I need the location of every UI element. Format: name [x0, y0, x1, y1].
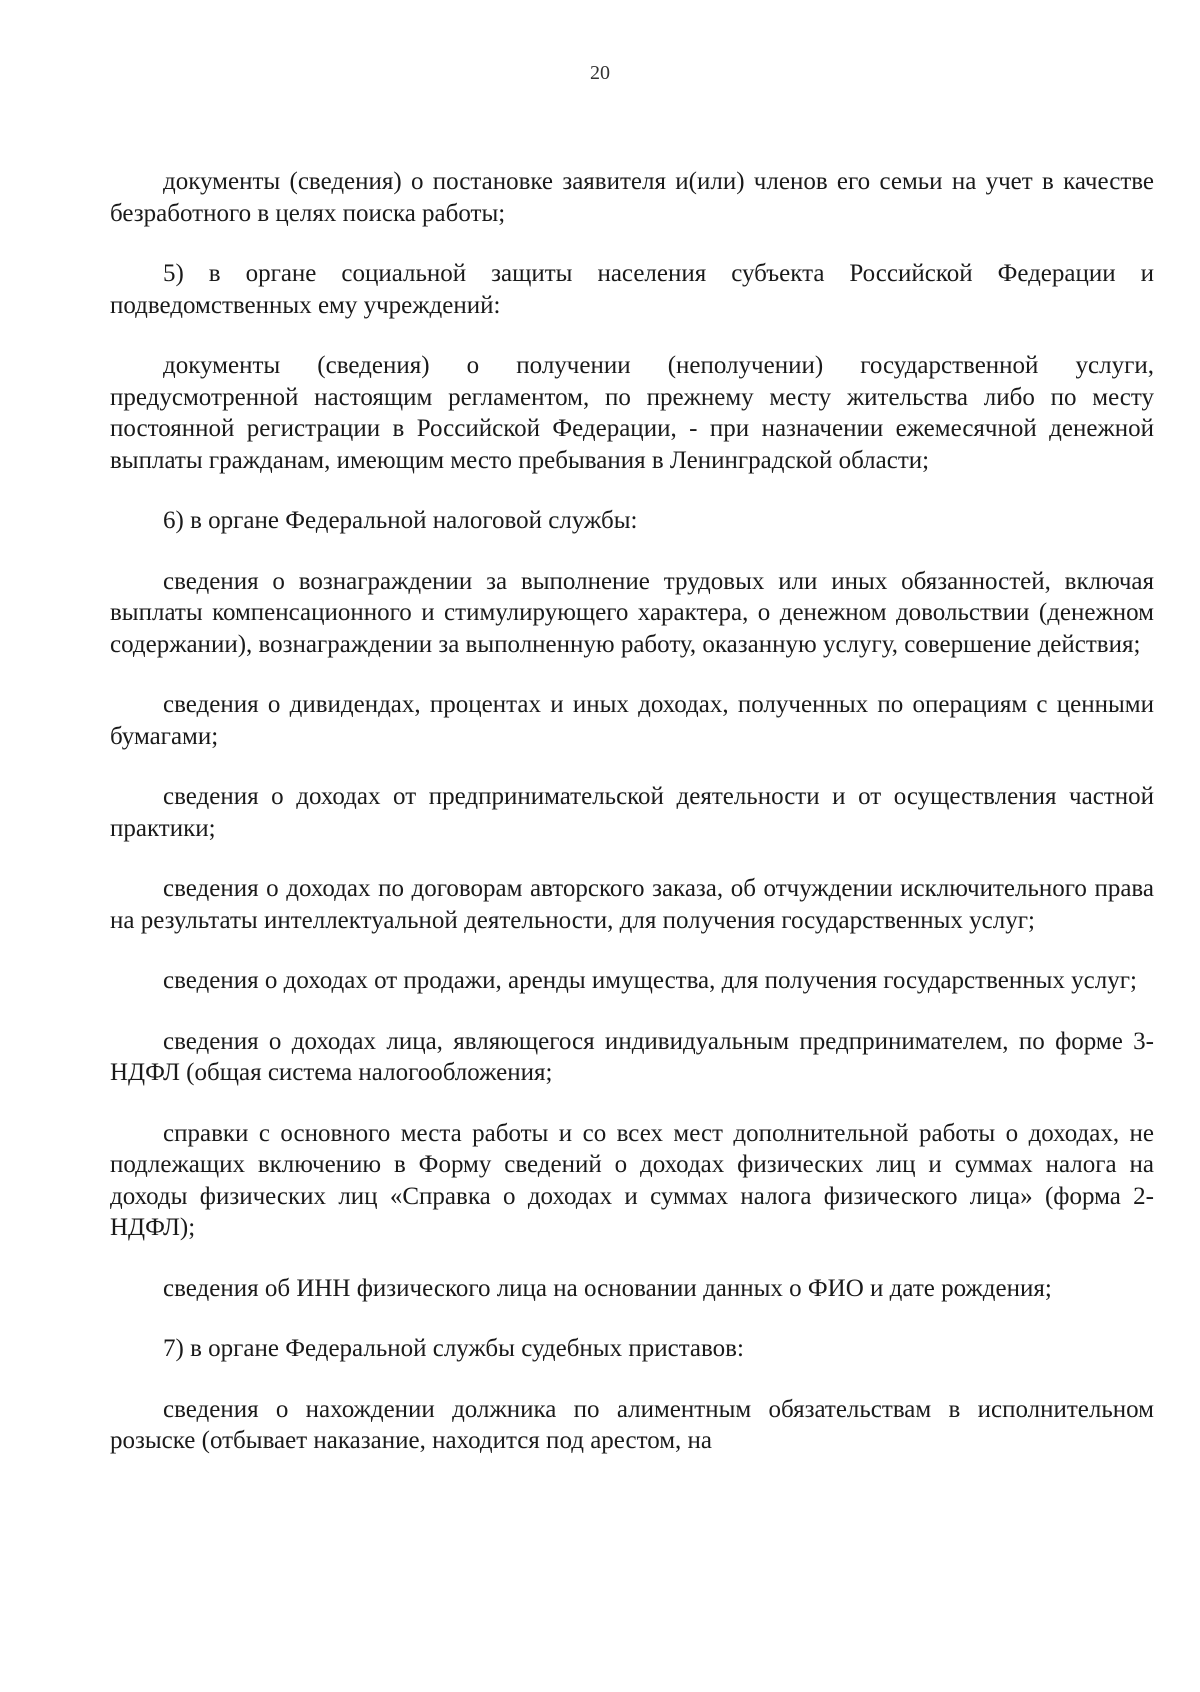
paragraph-copyright-income-info: сведения о доходах по договорам авторского заказа, об отчуждении исключительного права на результаты интеллектуальной деятельности, для получения государственных услуг;	[110, 875, 1154, 934]
paragraph-item-6-tax-service: 6) в органе Федеральной налоговой службы:	[163, 507, 638, 534]
page-number: 20	[590, 62, 610, 84]
paragraph-entrepreneur-income-info: сведения о доходах лица, являющегося индивидуальным предпринимателем, по форме 3-НДФЛ (общая система налогообложения;	[110, 1027, 1154, 1086]
paragraph-business-income-info: сведения о доходах от предпринимательской деятельности и от осуществления частной практики;	[110, 783, 1154, 842]
paragraph-dividends-info: сведения о дивидендах, процентах и иных доходах, полученных по операциям с ценными бумагами;	[110, 691, 1154, 750]
paragraph-service-receipt-docs: документы (сведения) о получении (неполучении) государственной услуги, предусмотренной настоящим регламентом, по прежнему месту жительства либо по месту постоянной регистрации в Российской Федерации, - при назначении ежемесячной денежной выплаты гражданам, имеющим место пребывания в Ленинградской области;	[110, 352, 1154, 474]
paragraph-remuneration-info: сведения о вознаграждении за выполнение трудовых или иных обязанностей, включая выплаты компенсационного и стимулирующего характера, о денежном довольствии (денежном содержании), вознаграждении за выполненную работу, оказанную услугу, совершение действия;	[110, 567, 1154, 658]
document-body	[110, 166, 1154, 1457]
paragraph-item-5-social-protection: 5) в органе социальной защиты населения субъекта Российской Федерации и подведомственных ему учреждений:	[110, 260, 1154, 319]
paragraph-inn-info: сведения об ИНН физического лица на основании данных о ФИО и дате рождения;	[163, 1274, 1052, 1302]
paragraph-2ndfl-certificates: справки с основного места работы и со всех мест дополнительной работы о доходах, не подлежащих включению в Форму сведений о доходах физических лиц и суммах налога на доходы физических лиц «Справка о доходах и суммах налога физического лица» (форма 2-НДФЛ);	[110, 1119, 1154, 1241]
paragraph-property-income-info: сведения о доходах от продажи, аренды имущества, для получения государственных услуг;	[163, 967, 1137, 994]
paragraph-unemployment-docs: документы (сведения) о постановке заявителя и(или) членов его семьи на учет в качестве безработного в целях поиска работы;	[110, 168, 1154, 227]
paragraph-item-7-bailiffs: 7) в органе Федеральной службы судебных приставов:	[163, 1335, 744, 1362]
paragraph-debtor-search-info: сведения о нахождении должника по алиментным обязательствам в исполнительном розыске (отбывает наказание, находится под арестом, на	[110, 1395, 1154, 1454]
